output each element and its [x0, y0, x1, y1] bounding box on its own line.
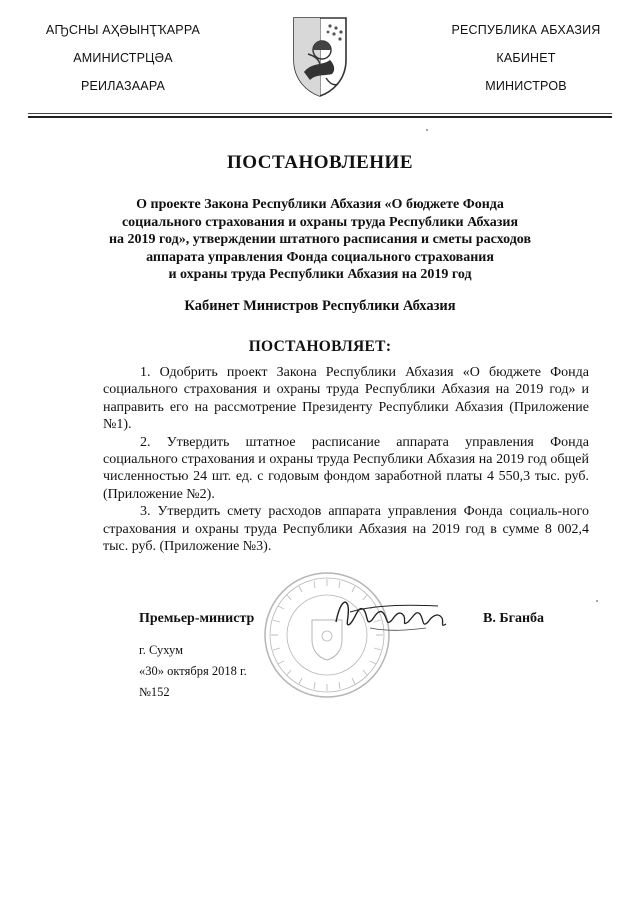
header-left-line-2: АМИНИСТРЦӘА — [73, 51, 173, 65]
subject-line-1: О проекте Закона Республики Абхазия «О бюджете Фонда — [136, 197, 504, 212]
paragraph-3: 3. Утвердить смету расходов аппарата управления Фонда социаль-ного страхования и охраны труда Республики Абхазия на 2019 год в сумме 8 002,4 тыс. руб. (Приложение №3). — [103, 504, 589, 555]
coat-of-arms-icon — [290, 14, 350, 98]
decrees-heading: ПОСТАНОВЛЯЕТ: — [248, 338, 392, 355]
document-body — [103, 364, 589, 555]
header-right-line-2: КАБИНЕТ — [496, 51, 556, 65]
document-subject — [100, 196, 540, 284]
issuing-body: Кабинет Министров Республики Абхазия — [184, 298, 456, 314]
paragraph-2: 2. Утвердить штатное расписание аппарата управления Фонда социального страхования и охраны труда Республики Абхазия на 2019 год общей численностью 24 шт. ед. с годовым фондом заработной платы 4 550,3 тыс. руб. (Приложение №2). — [103, 434, 589, 502]
signatory-name: В. Бганба — [483, 611, 545, 626]
handwritten-signature — [330, 592, 460, 638]
header-right-block — [440, 16, 612, 100]
document-number: №152 — [139, 685, 170, 699]
document-date: «30» октября 2018 г. — [139, 664, 247, 678]
paragraph-1: 1. Одобрить проект Закона Республики Абхазия «О бюджете Фонда социального страхования и охраны труда Республики Абхазия на 2019 год» и направить его на рассмотрение Президенту Республики Абхазия (Приложение №1). — [103, 365, 589, 433]
subject-line-2: социального страхования и охраны труда Республики Абхазия — [121, 214, 519, 230]
header-right-line-1: РЕСПУБЛИКА АБХАЗИЯ — [451, 23, 601, 37]
subject-line-4: аппарата управления Фонда социального страхования — [146, 249, 494, 265]
subject-line-5: и охраны труда Республики Абхазия на 2019 год — [168, 267, 472, 283]
header-rule-thick — [28, 116, 612, 118]
scan-speck — [426, 129, 428, 131]
scan-speck — [596, 600, 598, 602]
header-left-line-1: АҦСНЫ АҲӘЫНҬҠАРРА — [45, 23, 201, 37]
signatory-position: Премьер-министр — [139, 611, 255, 626]
header-right-line-3: МИНИСТРОВ — [485, 79, 567, 93]
subject-line-3: на 2019 год», утверждении штатного расписания и сметы расходов — [108, 232, 532, 248]
document-place: г. Сухум — [139, 643, 184, 657]
header-rule-thin — [28, 113, 612, 114]
document-title: ПОСТАНОВЛЕНИЕ — [226, 152, 414, 173]
header-left-line-3: РЕИЛАЗААРА — [80, 79, 166, 93]
header-left-block — [28, 16, 218, 100]
